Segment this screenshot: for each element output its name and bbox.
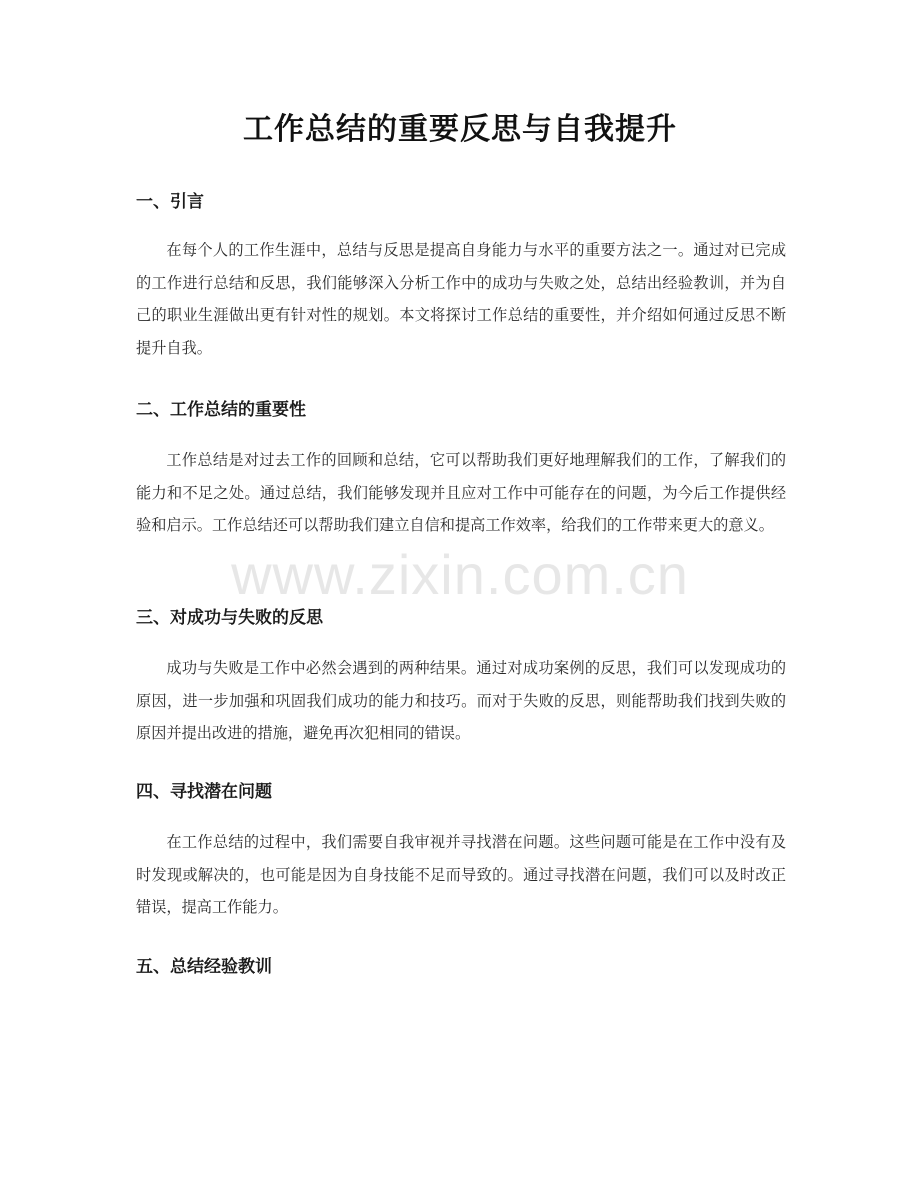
document-title: 工作总结的重要反思与自我提升 xyxy=(243,112,677,147)
section-heading-success-failure: 三、对成功与失败的反思 xyxy=(136,608,323,628)
section-heading-importance: 二、工作总结的重要性 xyxy=(136,400,306,420)
section-body-potential-problems: 在工作总结的过程中，我们需要自我审视并寻找潜在问题。这些问题可能是在工作中没有及时发现或解决的，也可能是因为自身技能不足而导致的。通过寻找潜在问题，我们可以及时改正错误，提高工作能力。 xyxy=(136,833,786,916)
section-body-success-failure: 成功与失败是工作中必然会遇到的两种结果。通过对成功案例的反思，我们可以发现成功的原因，进一步加强和巩固我们成功的能力和技巧。而对于失败的反思，则能帮助我们找到失败的原因并提出改进的措施，避免再次犯相同的错误。 xyxy=(136,659,786,742)
section-heading-lessons: 五、总结经验教训 xyxy=(136,957,272,977)
section-heading-introduction: 一、引言 xyxy=(136,192,204,212)
section-body-introduction: 在每个人的工作生涯中，总结与反思是提高自身能力与水平的重要方法之一。通过对已完成的工作进行总结和反思，我们能够深入分析工作中的成功与失败之处，总结出经验教训，并为自己的职业生涯做出更有针对性的规划。本文将探讨工作总结的重要性，并介绍如何通过反思不断提升自我。 xyxy=(136,241,786,357)
section-body-importance: 工作总结是对过去工作的回顾和总结，它可以帮助我们更好地理解我们的工作，了解我们的能力和不足之处。通过总结，我们能够发现并且应对工作中可能存在的问题，为今后工作提供经验和启示。工作总结还可以帮助我们建立自信和提高工作效率，给我们的工作带来更大的意义。 xyxy=(136,451,786,534)
section-heading-potential-problems: 四、寻找潜在问题 xyxy=(136,782,272,802)
watermark: www.zixin.com.cn xyxy=(231,543,689,606)
